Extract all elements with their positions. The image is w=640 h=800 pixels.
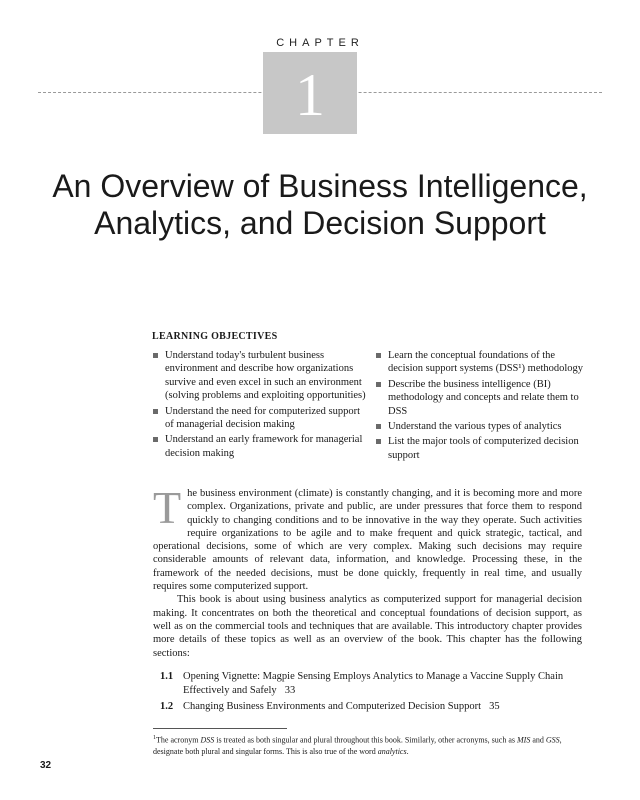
- footnote-text: , designate both plural and singular forms. This is also true of the word: [153, 735, 562, 756]
- square-bullet-icon: [376, 382, 381, 387]
- body-paragraph-2: This book is about using business analytics as computerized support for managerial decision making. It concentrates on both the theoretical and conceptual foundations of decision support, as well as on the commercial tools and techniques that are available. This introductory chapter provides more details of these topics as well as an overview of the book. This chapter has the following sections:: [153, 594, 582, 659]
- square-bullet-icon: [153, 409, 158, 414]
- chapter-number-box: [263, 52, 357, 134]
- section-number: 1.2: [160, 701, 174, 712]
- footnote-term: DSS: [200, 735, 215, 745]
- chapter-title: [0, 168, 640, 242]
- square-bullet-icon: [153, 353, 158, 358]
- objective-text: Understand today's turbulent business environment and describe how organizations survive and even excel in such an environment (solving problems and exploiting opportunities): [165, 350, 366, 402]
- objectives-left-column: [153, 349, 371, 462]
- section-entry: [160, 670, 580, 698]
- footnote-term: GSS: [545, 735, 560, 745]
- objective-item: [376, 420, 588, 433]
- section-title: Opening Vignette: Magpie Sensing Employs Analytics to Manage a Vaccine Supply Chain Effectively and Safely: [183, 671, 564, 696]
- objective-item: [153, 433, 371, 460]
- chapter-label: CHAPTER: [276, 37, 364, 49]
- section-page: 35: [489, 701, 500, 712]
- body-text: [153, 482, 582, 660]
- footnote-text: The acronym: [156, 735, 201, 745]
- objective-text: Describe the business intelligence (BI) methodology and concepts and relate them to DSS: [388, 378, 579, 417]
- chapter-title-line1: An Overview of Business Intelligence,: [52, 168, 588, 204]
- objective-item: [153, 349, 371, 403]
- square-bullet-icon: [376, 424, 381, 429]
- chapter-number: 1: [295, 62, 325, 128]
- page-number: 32: [40, 760, 52, 771]
- paragraph-1-text: he business environment (climate) is constantly changing, and it is becoming more and more complex. Organizations, private and public, are under pressures that force them to respond quickly to changing conditions and to be innovative in the way they operate. Such activities require organizations to be agile and to make frequent and quick strategic, tactical, and operational decisions, some of which are very complex. Making such decisions may require considerable amounts of relevant data, information, and knowledge. Processing these, in the framework of the needed decisions, must be done quickly, frequently in real time, and usually requires some computerized support.: [153, 488, 582, 593]
- objective-item: [376, 435, 588, 462]
- chapter-title-line2: Analytics, and Decision Support: [94, 205, 546, 241]
- objective-text: List the major tools of computerized decision support: [388, 436, 579, 461]
- square-bullet-icon: [376, 439, 381, 444]
- footnote-marker: 1: [153, 735, 156, 741]
- footnote-term: MIS: [516, 735, 531, 745]
- section-page: 33: [284, 685, 296, 696]
- drop-cap: T: [153, 482, 182, 533]
- square-bullet-icon: [376, 353, 381, 358]
- objective-text: Understand an early framework for managerial decision making: [165, 434, 363, 459]
- section-title: Changing Business Environments and Computerized Decision Support: [183, 701, 482, 712]
- objectives-right-column: [376, 349, 588, 464]
- footnote-text: .: [406, 746, 409, 756]
- body-paragraph-1: [153, 482, 582, 593]
- footnote-text: is treated as both singular and plural throughout this book. Similarly, other acronyms, such as: [214, 735, 517, 745]
- section-entry: [160, 700, 580, 714]
- square-bullet-icon: [153, 437, 158, 442]
- objective-item: [376, 378, 588, 418]
- objective-text: Learn the conceptual foundations of the decision support systems (DSS¹) methodology: [388, 350, 584, 375]
- objective-text: Understand the need for computerized support of managerial decision making: [165, 405, 361, 431]
- footnote: [153, 733, 582, 757]
- objective-text: Understand the various types of analytics: [388, 421, 562, 433]
- learning-objectives-heading: LEARNING OBJECTIVES: [152, 331, 278, 342]
- footnote-term: analytics: [377, 746, 407, 756]
- objective-item: [376, 349, 588, 376]
- footnote-text: and: [530, 735, 546, 745]
- objective-item: [153, 405, 371, 432]
- section-list: [160, 670, 580, 716]
- section-number: 1.1: [160, 671, 174, 682]
- footnote-rule: [153, 728, 287, 729]
